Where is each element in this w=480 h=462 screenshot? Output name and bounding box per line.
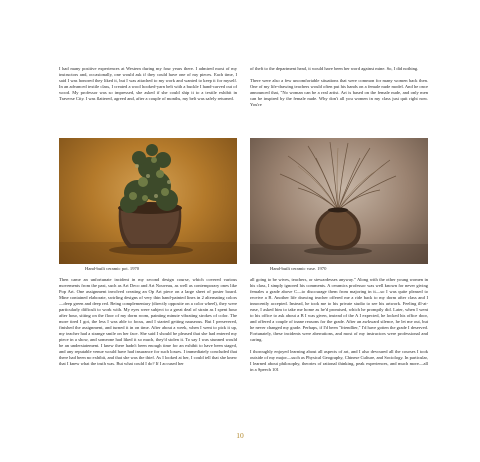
text-column-top-left	[59, 66, 237, 102]
paragraph: I thoroughly enjoyed learning about all aspects of art, and I also devoured all the courses I took outside of my major—such as Physical Geography, Chinese Culture, and Sociology. In particular, I learned about philosophy, theories of rational thinking, peak experiences, and much more—all in a Speech 101	[250, 349, 428, 373]
text-column-bottom-left	[59, 277, 237, 367]
paragraph: of theft to the department head, it would have been her word against mine. So, I did nothing.	[250, 66, 419, 71]
caption-ceramic-vase: Hand-built ceramic vase. 1970	[270, 266, 327, 271]
text-column-top-right	[250, 66, 428, 108]
paragraph: I had many positive experiences at Western during my four years there. I admired most of my instructors and, occasionally, one would ask if they could have one of my pieces. Each time, I said I was honored they liked it, but I was attached to my work and wanted to keep it for myself. In an advanced textile class, I created a wool hooked-yarn belt with a buckle I hand-carved out of wood. My professor was so impressed, she asked if she could ship it to a textile exhibit in Traverse City. I was flattered, agreed and, after a couple of months, my belt was safely returned.	[59, 66, 237, 102]
caption-ceramic-pot: Hand-built ceramic pot. 1970	[85, 266, 140, 271]
paragraph: There were also a few uncomfortable situations that were common for many women back then. One of my life-drawing teachers would often put his hands on a female nude model. And he once announced that, "No woman can be a real artist. Art is based on the female nude, and only men can be inspired by the female nude. Why don't all you women in my class just quit right now. You're	[250, 78, 428, 108]
ceramic-pot-photo	[59, 138, 237, 264]
text-column-bottom-right	[250, 277, 428, 373]
paragraph: all going to be wives, teachers, or stewardesses anyway." Along with the other young women in his class, I simply ignored his comments. A ceramics professor was well known for never giving females a grade above C—to discourage them from majoring in it—so I was quite pleased to receive a B. Another life drawing teacher offered me a ride back to my dorm after class and I innocently accepted. Instead, he took me to his private studio to see his artwork. Feeling ill-at-ease, I asked him to take me home as he'd promised, which he promptly did. Later, when I went to his office to ask about a B I was given, instead of the A I expected, he locked his office door, and offered a couple of inane reasons for the grade. After an awkward silence, he let me out, but he never changed my grade. Perhaps, if I'd been "friendlier," I'd have gotten the grade I deserved. Fortunately, these incidents were aberrations, and most of my instructors were professional and caring.	[250, 277, 428, 343]
page-number: 10	[236, 431, 244, 440]
paragraph: Then came an unfortunate incident in my second design course, which covered various movements from the past, such as Art Deco and Art Nouveau, as well as contemporary ones like Pop Art. One assignment involved creating an Op Art piece on a large sheet of poster board. Mine contained elaborate, swirling designs of very thin hand-painted lines in 2 alternating colors—deep green and deep red. Being complementary (directly opposite on a color wheel), they were particularly difficult to work with. My eyes were subject to a great deal of strain as I spent hour after hour, sitting on the floor of my dorm room, painting minute vibrating strokes of color. The more tired I got, the less I was able to focus, and I started getting nauseous. But I persevered, finished the assignment, and turned it in on time. After about a week, when I went to pick it up, my teacher had a strange smile on her face. She said I should be pleased that she had entered my piece in a show, and someone had liked it so much, they'd stolen it. To say I was stunned would be an understatement. I knew there hadn't been enough time for an exhibit to have been staged, and any reputable venue would have had insurance for such losses. I immediately concluded that there had been no exhibit, and that she was the thief. As I looked at her, I could tell that she knew that I knew what the truth was. But what could I do? If I accused her	[59, 277, 237, 367]
ceramic-pot-image	[59, 138, 237, 264]
ceramic-vase-image	[250, 138, 428, 264]
ceramic-vase-photo	[250, 138, 428, 264]
